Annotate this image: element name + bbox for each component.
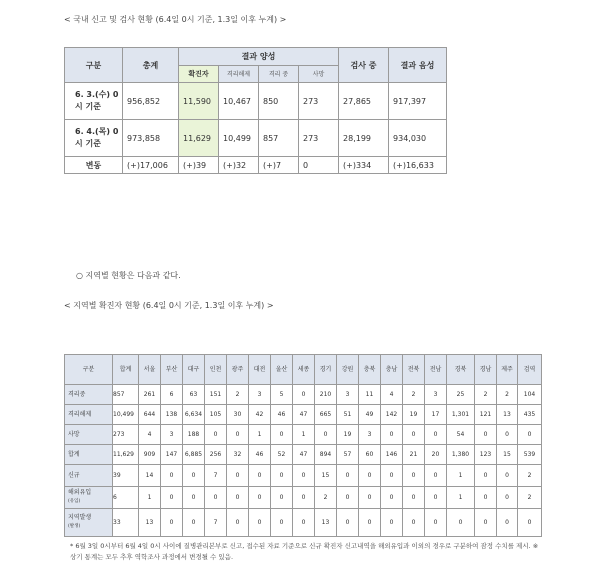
table-row [65,405,542,425]
table-cell: 13 [497,405,518,425]
table-row [65,465,542,487]
table-cell: 188 [183,425,205,445]
table-cell: 1 [249,425,271,445]
table-row [65,83,447,120]
header-cell: 충북 [359,355,381,385]
row-label-text: 해외유입 [68,489,92,496]
table-cell: 1 [447,487,475,509]
row-label-text: 신규 [68,471,80,479]
table-cell: 0 [475,509,497,537]
cell-testing: 27,865 [339,83,389,120]
cell-testing: 28,199 [339,120,389,157]
table-cell: 2 [518,487,542,509]
cell-negative: 917,397 [389,83,447,120]
table-cell: 52 [271,445,293,465]
row-label: 변동 [65,157,123,174]
table-cell: 30 [227,405,249,425]
header-cell: 경기 [315,355,337,385]
table-cell: 4 [139,425,161,445]
table-cell: 3 [249,385,271,405]
table-cell: 1 [293,425,315,445]
table-cell: 104 [518,385,542,405]
table-cell: 0 [497,425,518,445]
table-row [65,509,542,537]
header-cell: 충남 [381,355,403,385]
row-label [65,405,113,425]
table-cell: 147 [161,445,183,465]
table-cell: 435 [518,405,542,425]
header-cell: 부산 [161,355,183,385]
cell-isolated: 850 [259,83,299,120]
cell-total: 956,852 [123,83,179,120]
row-label: 6. 3.(수) 0시 기준 [65,83,123,120]
table-cell: 2 [475,385,497,405]
header-cell: 전북 [403,355,425,385]
table-cell: 51 [337,405,359,425]
table-cell: 3 [359,425,381,445]
header-cell: 서울 [139,355,161,385]
table-cell: 3 [425,385,447,405]
header-negative: 결과 음성 [389,48,447,83]
table-cell: 0 [337,509,359,537]
header-total: 총계 [123,48,179,83]
cell-total: 973,858 [123,120,179,157]
table-cell: 0 [293,385,315,405]
cell-deaths: 273 [299,120,339,157]
header-positive: 결과 양성 [179,48,339,66]
table-cell: 5 [271,385,293,405]
regional-intro: ○ 지역별 현황은 다음과 같다. [76,271,181,280]
table-cell: 0 [271,509,293,537]
cell-total: (+)17,006 [123,157,179,174]
table-cell: 3 [161,425,183,445]
table-cell: 123 [475,445,497,465]
table-cell: 2 [315,487,337,509]
row-label [65,425,113,445]
regional-status-table [64,354,542,537]
table-cell: 0 [183,465,205,487]
table-cell: 13 [139,509,161,537]
row-label [65,385,113,405]
table-cell: 21 [403,445,425,465]
table-cell: 894 [315,445,337,465]
table-cell: 63 [183,385,205,405]
table-cell: 2 [518,465,542,487]
table-cell: 0 [381,487,403,509]
table-cell: 146 [381,445,403,465]
table-cell: 49 [359,405,381,425]
table-cell: 0 [425,509,447,537]
table-cell: 10,499 [113,405,139,425]
table-cell: 1 [139,487,161,509]
table-row [65,445,542,465]
row-label: 6. 4.(목) 0시 기준 [65,120,123,157]
table-cell: 210 [315,385,337,405]
table-cell: 4 [381,385,403,405]
table-cell: 0 [293,487,315,509]
table-cell: 0 [161,487,183,509]
table-cell: 0 [497,465,518,487]
table-cell: 0 [359,487,381,509]
cell-deaths: 273 [299,83,339,120]
header-cell: 전남 [425,355,447,385]
header-cell: 대구 [183,355,205,385]
cell-released: (+)32 [219,157,259,174]
table-cell: 0 [249,509,271,537]
table-cell: 0 [337,465,359,487]
table-cell: 25 [447,385,475,405]
table-cell: 2 [497,385,518,405]
table-cell: 0 [497,487,518,509]
header-cell: 인천 [205,355,227,385]
table-cell: 15 [497,445,518,465]
table-cell: 0 [227,465,249,487]
table-cell: 47 [293,445,315,465]
table-row [65,425,542,445]
table-cell: 0 [403,487,425,509]
header-deaths: 사망 [299,65,339,83]
table-cell: 54 [447,425,475,445]
table-cell: 0 [271,465,293,487]
table-cell: 2 [227,385,249,405]
table-cell: 7 [205,465,227,487]
cell-confirmed: 11,590 [179,83,219,120]
row-label-text: 격리중 [68,390,86,398]
row-label-text: 격리해제 [68,410,92,418]
table-cell: 0 [425,465,447,487]
table-cell: 1,380 [447,445,475,465]
table-cell: 105 [205,405,227,425]
table-cell: 47 [293,405,315,425]
table-cell: 11 [359,385,381,405]
table-cell: 1 [447,465,475,487]
table-cell: 6,885 [183,445,205,465]
table-cell: 6 [161,385,183,405]
cell-testing: (+)334 [339,157,389,174]
table-cell: 151 [205,385,227,405]
table-cell: 0 [381,509,403,537]
row-label-sub: (유입) [68,499,81,504]
table-cell: 33 [113,509,139,537]
table-cell: 0 [227,425,249,445]
header-cell: 광주 [227,355,249,385]
table-cell: 261 [139,385,161,405]
table-cell: 0 [359,465,381,487]
header-cell: 세종 [293,355,315,385]
table-cell: 57 [337,445,359,465]
row-label [65,445,113,465]
header-cell: 경남 [475,355,497,385]
table-cell: 0 [205,425,227,445]
table-cell: 0 [161,509,183,537]
table-cell: 0 [315,425,337,445]
table-cell: 14 [139,465,161,487]
domestic-status-caption: < 국내 신고 및 검사 현황 (6.4일 0시 기준, 1.3일 이후 누계) > [64,15,287,24]
table-cell: 857 [113,385,139,405]
table-cell: 0 [475,487,497,509]
table-cell: 0 [518,509,542,537]
table-cell: 6 [113,487,139,509]
table-cell: 0 [475,465,497,487]
header-testing: 검사 중 [339,48,389,83]
table-row-change [65,157,447,174]
table-cell: 0 [381,425,403,445]
table-cell: 0 [403,509,425,537]
table-cell: 665 [315,405,337,425]
table-cell: 0 [249,465,271,487]
header-category: 구분 [65,48,123,83]
table-cell: 0 [183,509,205,537]
regional-status-caption: < 지역별 확진자 현황 (6.4일 0시 기준, 1.3일 이후 누계) > [64,301,274,310]
table-cell: 46 [249,445,271,465]
table-cell: 42 [249,405,271,425]
table-cell: 0 [293,509,315,537]
row-label [65,465,113,487]
header-cell: 강원 [337,355,359,385]
footnote: * 6월 3일 0시부터 6월 4일 0시 사이에 질병관리본부로 신고, 접수된 자료 기준으로 신규 확진자 신고내역을 해외유입과 이외의 경우로 구분하여 잠정 수치를 제시. ※ 상기 통계는 모두 추후 역학조사 과정에서 변경될 수 있음. [70,542,539,561]
table-cell: 0 [425,425,447,445]
table-row [65,385,542,405]
table-cell: 2 [403,385,425,405]
cell-deaths: 0 [299,157,339,174]
header-released: 격리해제 [219,65,259,83]
row-label-text: 사망 [68,430,80,438]
row-label [65,509,113,537]
domestic-status-table [64,47,447,174]
table-cell: 17 [425,405,447,425]
header-cell: 구분 [65,355,113,385]
table-cell: 0 [359,509,381,537]
table-cell: 3 [337,385,359,405]
regional-header-row [65,355,542,385]
table-cell: 15 [315,465,337,487]
table-cell: 0 [293,465,315,487]
table-cell: 32 [227,445,249,465]
cell-negative: (+)16,633 [389,157,447,174]
table-cell: 0 [403,465,425,487]
table-cell: 138 [161,405,183,425]
table-row [65,487,542,509]
table-cell: 0 [205,487,227,509]
table-cell: 644 [139,405,161,425]
row-label [65,487,113,509]
header-cell: 경북 [447,355,475,385]
table-cell: 13 [315,509,337,537]
table-cell: 6,634 [183,405,205,425]
table-cell: 0 [271,425,293,445]
table-cell: 1,301 [447,405,475,425]
table-cell: 0 [403,425,425,445]
table-cell: 19 [337,425,359,445]
table-cell: 539 [518,445,542,465]
table-cell: 0 [425,487,447,509]
table-cell: 0 [183,487,205,509]
table-cell: 256 [205,445,227,465]
table-cell: 0 [337,487,359,509]
header-row-1 [65,48,447,66]
table-cell: 0 [161,465,183,487]
header-confirmed: 확진자 [179,65,219,83]
table-cell: 60 [359,445,381,465]
header-cell: 검역 [518,355,542,385]
table-cell: 0 [518,425,542,445]
cell-isolated: (+)7 [259,157,299,174]
header-cell: 대전 [249,355,271,385]
row-label-text: 합계 [68,450,80,458]
table-cell: 0 [475,425,497,445]
table-cell: 11,629 [113,445,139,465]
table-cell: 0 [271,487,293,509]
table-cell: 0 [227,509,249,537]
table-cell: 142 [381,405,403,425]
table-cell: 0 [497,509,518,537]
header-isolated: 격리 중 [259,65,299,83]
table-cell: 121 [475,405,497,425]
table-cell: 19 [403,405,425,425]
cell-released: 10,499 [219,120,259,157]
table-cell: 0 [381,465,403,487]
cell-confirmed: 11,629 [179,120,219,157]
cell-released: 10,467 [219,83,259,120]
table-cell: 0 [227,487,249,509]
row-label-text: 지역발생 [68,514,92,521]
table-cell: 20 [425,445,447,465]
table-cell: 0 [249,487,271,509]
cell-isolated: 857 [259,120,299,157]
header-cell: 합계 [113,355,139,385]
table-cell: 909 [139,445,161,465]
table-cell: 0 [447,509,475,537]
cell-confirmed: (+)39 [179,157,219,174]
header-cell: 울산 [271,355,293,385]
table-cell: 7 [205,509,227,537]
row-label-sub: (발생) [68,524,81,529]
cell-negative: 934,030 [389,120,447,157]
table-cell: 273 [113,425,139,445]
table-row [65,120,447,157]
table-cell: 46 [271,405,293,425]
header-cell: 제주 [497,355,518,385]
table-cell: 39 [113,465,139,487]
